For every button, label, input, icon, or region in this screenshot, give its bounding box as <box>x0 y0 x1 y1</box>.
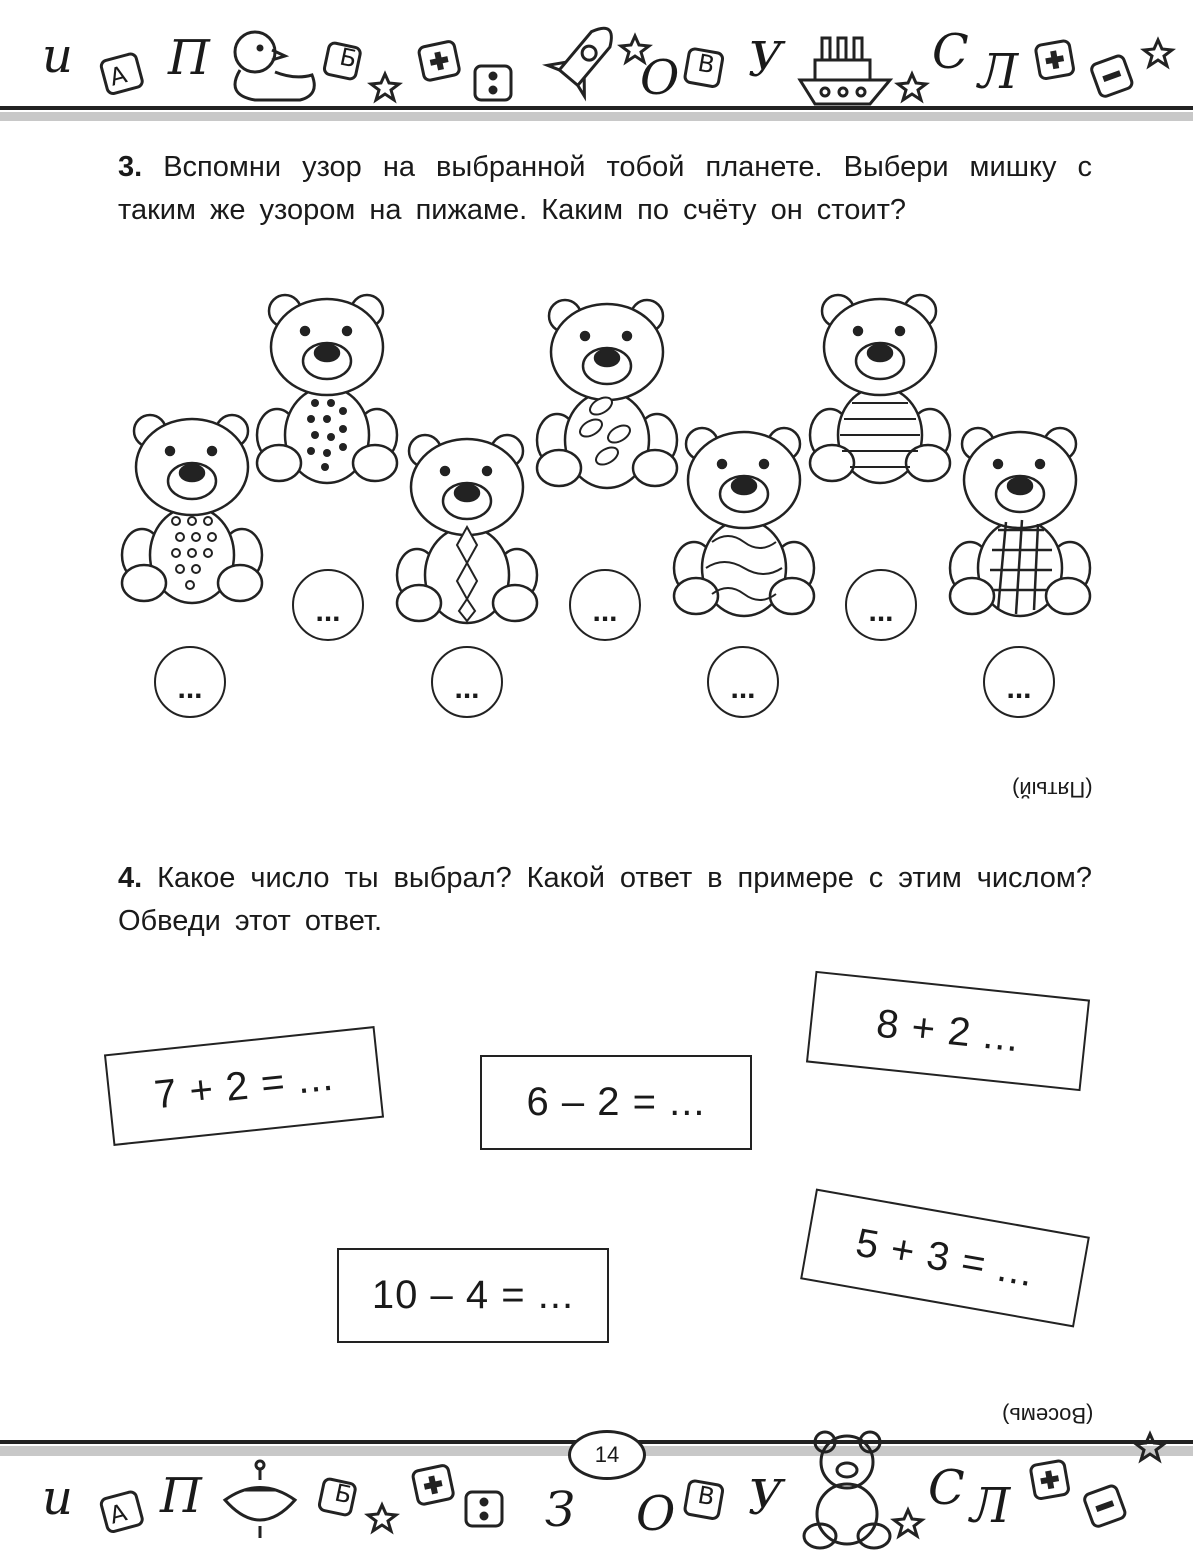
footer-letter: В <box>695 1480 717 1512</box>
header-letter: и <box>42 28 73 84</box>
order-circle[interactable]: ... <box>845 569 917 641</box>
bear-7 <box>948 418 1093 618</box>
expression-card[interactable]: 8 + 2 ... <box>806 971 1090 1091</box>
order-circle[interactable]: ... <box>431 646 503 718</box>
footer-letter: З <box>545 1482 575 1538</box>
dice-icon <box>475 66 511 100</box>
task-number: 3. <box>118 151 143 183</box>
teddy-bear-icon <box>804 1432 890 1548</box>
header-letter: Б <box>337 42 360 74</box>
answer-key-task-4: (Восемь) <box>1001 1403 1093 1428</box>
plus-block-icon <box>412 1465 454 1506</box>
header-letter: В <box>695 48 717 80</box>
star-icon <box>1136 1434 1164 1460</box>
bear-6 <box>808 285 953 485</box>
task-text: Какое число ты выбрал? Какой ответ в примере с этим числом? Обведи этот ответ. <box>118 862 1092 937</box>
answer-key-task-3: (Пятый) <box>1012 777 1093 802</box>
header-letter: У <box>748 32 783 88</box>
bear-3 <box>395 425 540 625</box>
expression-card[interactable]: 6 – 2 = ... <box>480 1055 752 1150</box>
footer-letter: У <box>748 1470 783 1526</box>
header-rule <box>0 106 1193 110</box>
header-decoration <box>0 0 1193 120</box>
order-circle[interactable]: ... <box>569 569 641 641</box>
footer-letter: и <box>42 1470 73 1526</box>
plus-block-icon <box>1035 40 1074 79</box>
header-letter: Л <box>978 44 1019 100</box>
footer-letter: Б <box>332 1478 355 1510</box>
dice-icon <box>466 1492 502 1526</box>
plus-block-icon <box>1030 1460 1069 1499</box>
bear-5 <box>672 418 817 618</box>
footer-letter: О <box>636 1486 676 1542</box>
star-icon <box>894 1510 922 1536</box>
bear-4 <box>535 290 680 490</box>
task-4 <box>118 857 1092 943</box>
duck-icon <box>235 32 314 100</box>
footer-letter: П <box>160 1468 202 1524</box>
expression-card[interactable]: 7 + 2 = ... <box>104 1026 384 1146</box>
header-letter: П <box>168 30 210 86</box>
footer-letter: А <box>106 1498 130 1530</box>
star-icon <box>371 74 399 100</box>
header-letter: А <box>106 60 130 92</box>
rocket-icon <box>548 14 628 96</box>
ship-icon <box>800 38 890 104</box>
header-letter: С <box>932 24 969 80</box>
expression-card[interactable]: 10 – 4 = ... <box>337 1248 609 1343</box>
page-number: 14 <box>568 1430 646 1480</box>
task-3 <box>118 146 1092 232</box>
star-icon <box>368 1505 396 1531</box>
spinning-top-icon <box>225 1461 295 1538</box>
minus-block-icon <box>1090 54 1134 98</box>
bear-1 <box>120 405 265 605</box>
order-circle[interactable]: ... <box>292 569 364 641</box>
expression-card[interactable]: 5 + 3 = ... <box>800 1189 1090 1328</box>
minus-block-icon <box>1083 1484 1127 1528</box>
star-icon <box>1144 40 1172 66</box>
header-rule-shade <box>0 112 1193 121</box>
order-circle[interactable]: ... <box>707 646 779 718</box>
star-icon <box>898 74 926 100</box>
order-circle[interactable]: ... <box>154 646 226 718</box>
bear-2 <box>255 285 400 485</box>
footer-letter: Л <box>970 1478 1011 1534</box>
task-text: Вспомни узор на выбранной тобой планете. Выбери мишку с таким же узором на пижаме. Каким по счёту он стоит? <box>118 151 1092 226</box>
order-circle[interactable]: ... <box>983 646 1055 718</box>
task-number: 4. <box>118 862 143 894</box>
header-letter: О <box>640 50 680 106</box>
footer-letter: С <box>928 1460 965 1516</box>
plus-block-icon <box>418 41 460 82</box>
